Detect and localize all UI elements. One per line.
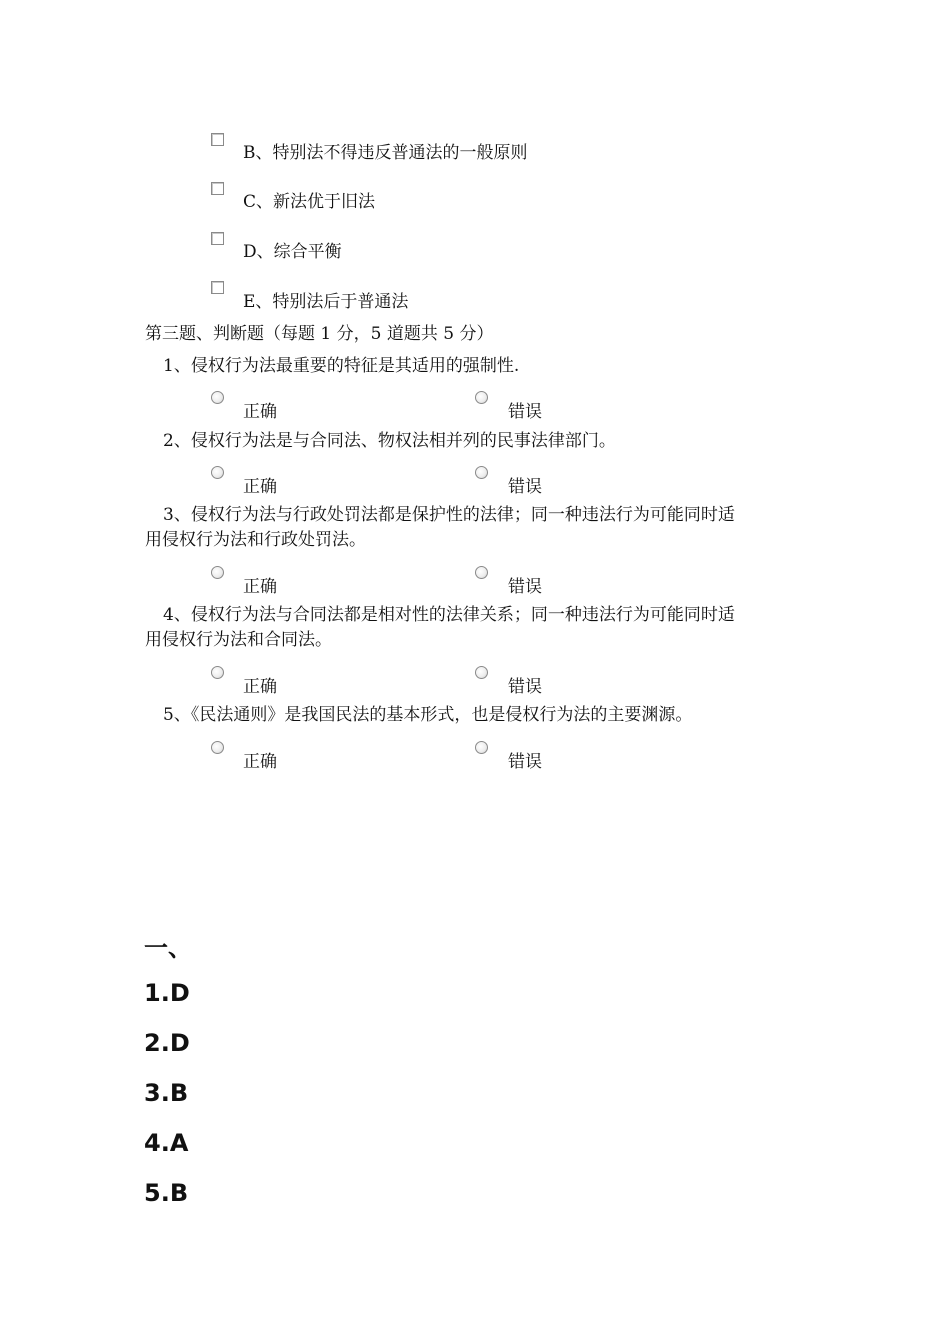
radio-true[interactable]	[211, 466, 224, 479]
true-label: 正确	[243, 577, 277, 597]
option-b-label: B、特别法不得违反普通法的一般原则	[243, 143, 528, 163]
true-label: 正确	[243, 402, 277, 422]
radio-true[interactable]	[211, 391, 224, 404]
answer-item: 1.D	[144, 979, 190, 1007]
question-text-line-1: 3、侵权行为法与行政处罚法都是保护性的法律；同一种违法行为可能同时适	[163, 505, 735, 525]
radio-true[interactable]	[211, 741, 224, 754]
answer-item: 5.B	[144, 1179, 189, 1207]
true-label: 正确	[243, 752, 277, 772]
false-label: 错误	[508, 677, 542, 697]
radio-false[interactable]	[475, 391, 488, 404]
radio-false[interactable]	[475, 466, 488, 479]
answers-heading: 一、	[144, 934, 192, 962]
question-text: 1、侵权行为法最重要的特征是其适用的强制性.	[163, 356, 520, 376]
question-text: 5、《民法通则》是我国民法的基本形式，也是侵权行为法的主要渊源。	[163, 705, 693, 725]
option-c-label: C、新法优于旧法	[243, 192, 376, 212]
radio-false[interactable]	[475, 741, 488, 754]
radio-true[interactable]	[211, 666, 224, 679]
checkbox-option-c[interactable]	[211, 182, 224, 195]
false-label: 错误	[508, 402, 542, 422]
checkbox-option-d[interactable]	[211, 232, 224, 245]
question-text-line-2: 用侵权行为法和行政处罚法。	[145, 530, 366, 550]
checkbox-option-e[interactable]	[211, 281, 224, 294]
option-d-label: D、综合平衡	[243, 242, 342, 262]
checkbox-option-b[interactable]	[211, 133, 224, 146]
answer-item: 2.D	[144, 1029, 190, 1057]
true-label: 正确	[243, 677, 277, 697]
section-title: 第三题、判断题（每题 1 分，5 道题共 5 分）	[145, 324, 494, 344]
true-label: 正确	[243, 477, 277, 497]
radio-false[interactable]	[475, 666, 488, 679]
false-label: 错误	[508, 477, 542, 497]
false-label: 错误	[508, 577, 542, 597]
radio-false[interactable]	[475, 566, 488, 579]
question-text-line-2: 用侵权行为法和合同法。	[145, 630, 332, 650]
question-text: 2、侵权行为法是与合同法、物权法相并列的民事法律部门。	[163, 431, 616, 451]
answer-item: 3.B	[144, 1079, 189, 1107]
answer-item: 4.A	[144, 1129, 189, 1157]
question-text-line-1: 4、侵权行为法与合同法都是相对性的法律关系；同一种违法行为可能同时适	[163, 605, 735, 625]
radio-true[interactable]	[211, 566, 224, 579]
option-e-label: E、特别法后于普通法	[243, 292, 409, 312]
false-label: 错误	[508, 752, 542, 772]
